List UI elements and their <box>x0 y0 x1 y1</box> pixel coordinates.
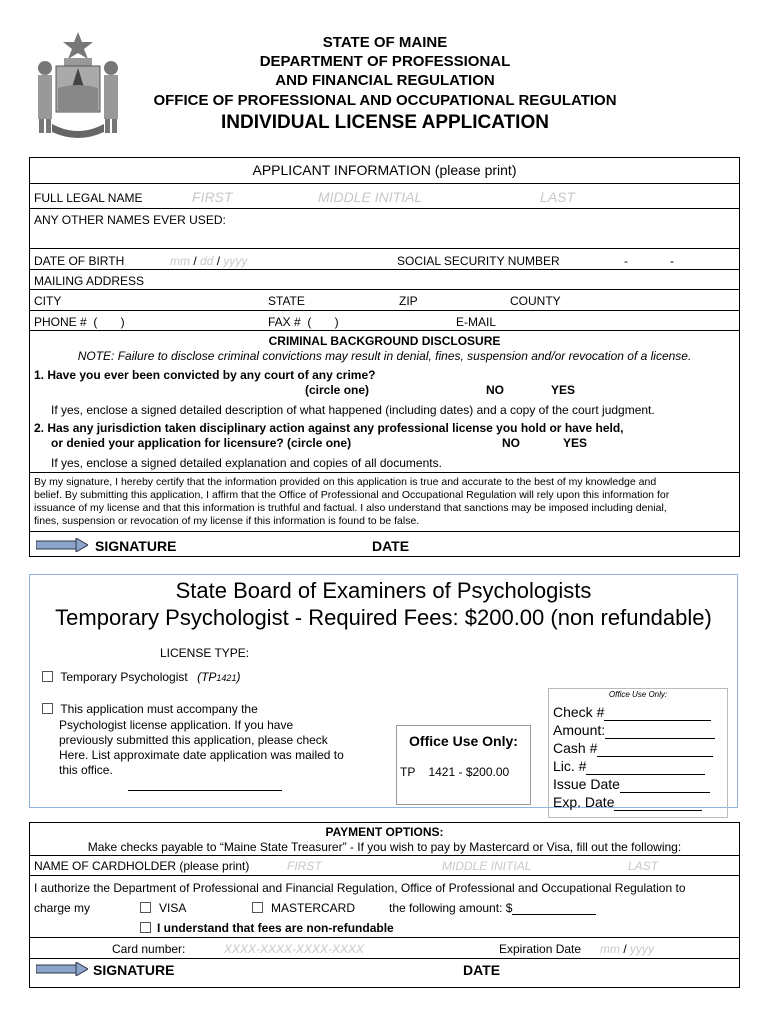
option-code-suffix: ) <box>236 670 241 684</box>
question-2-no[interactable]: NO <box>502 436 520 450</box>
header-line-office: OFFICE OF PROFESSIONAL AND OCCUPATIONAL REGULATION <box>153 92 617 109</box>
header-line-state: STATE OF MAINE <box>322 34 448 51</box>
signature-label[interactable]: SIGNATURE <box>95 538 177 554</box>
arrow-right-icon <box>36 538 88 552</box>
non-refundable-option[interactable] <box>140 921 394 935</box>
question-1-followup: If yes, enclose a signed detailed description of what happened (including dates) and a copy of the court judgment. <box>51 403 655 417</box>
middle-initial-field[interactable]: MIDDLE INITIAL <box>318 189 423 205</box>
non-refundable-label: I understand that fees are non-refundable <box>157 921 394 935</box>
first-name-field[interactable]: FIRST <box>192 189 233 205</box>
dob-slash-2: / <box>216 254 221 268</box>
exp-date-label: Exp. Date <box>553 794 615 810</box>
state-label: STATE <box>268 294 305 308</box>
question-2-line-2: or denied your application for licensure? (circle one) <box>51 436 352 450</box>
card-number-label: Card number: <box>112 942 186 956</box>
city-label: CITY <box>34 294 62 308</box>
option-code-prefix: (TP <box>197 670 217 684</box>
prior-application-option[interactable] <box>42 702 258 716</box>
question-1-circle: (circle one) <box>305 383 370 397</box>
cardholder-first-field[interactable]: FIRST <box>287 859 322 873</box>
certification-line-3: issuance of my license and that this information is truthful and factual. I also understand that sanctions may be imposed including denial, <box>34 502 667 514</box>
issue-date-label: Issue Date <box>553 776 620 792</box>
visa-checkbox[interactable] <box>140 902 151 913</box>
non-refundable-checkbox[interactable] <box>140 922 151 933</box>
office-use-title: Office Use Only: <box>409 733 518 749</box>
background-disclosure-title: CRIMINAL BACKGROUND DISCLOSURE <box>268 334 501 348</box>
mastercard-option[interactable] <box>252 901 355 915</box>
mailing-address-label: MAILING ADDRESS <box>34 274 145 288</box>
applicant-section-title: APPLICANT INFORMATION (please print) <box>252 162 517 178</box>
dob-yyyy-placeholder: yyyy <box>223 254 248 268</box>
amount-field-payment[interactable] <box>389 901 596 915</box>
exp-mm-placeholder: mm <box>600 942 620 956</box>
temporary-psychologist-checkbox[interactable] <box>42 671 53 682</box>
dob-dd-placeholder: dd <box>200 254 214 268</box>
prior-application-date-line[interactable] <box>128 790 282 791</box>
question-2-followup: If yes, enclose a signed detailed explanation and copies of all documents. <box>51 456 442 470</box>
dob-field[interactable] <box>170 254 247 268</box>
arrow-right-icon <box>36 962 88 976</box>
check-number-field <box>553 704 711 721</box>
prior-application-note-2: Psychologist license application. If you have <box>59 718 294 732</box>
fax-label: FAX # ( ) <box>268 315 339 329</box>
visa-option[interactable] <box>140 901 186 915</box>
expiration-date-field[interactable] <box>600 942 654 956</box>
payment-signature-label[interactable]: SIGNATURE <box>93 962 175 978</box>
question-1: 1. Have you ever been convicted by any court of any crime? <box>34 368 376 382</box>
payment-date-label[interactable]: DATE <box>463 962 501 978</box>
question-2-line-1: 2. Has any jurisdiction taken disciplinary action against any professional license you hold or have held, <box>34 421 624 435</box>
question-2-yes[interactable]: YES <box>563 436 588 450</box>
license-number-label: Lic. # <box>553 758 587 774</box>
payment-amount-label: the following amount: $ <box>389 901 513 915</box>
last-name-field[interactable]: LAST <box>540 189 576 205</box>
amount-label: Amount: <box>553 722 606 738</box>
cardholder-middle-field[interactable]: MIDDLE INITIAL <box>442 859 532 873</box>
dob-mm-placeholder: mm <box>170 254 190 268</box>
office-use-fee: TP 1421 - $200.00 <box>400 765 510 779</box>
header-line-regulation: AND FINANCIAL REGULATION <box>275 72 495 89</box>
exp-yyyy-placeholder: yyyy <box>630 942 655 956</box>
background-note: NOTE: Failure to disclose criminal convictions may result in denial, fines, suspension and/or revocation of a license. <box>77 349 692 363</box>
option-code-num: 1421 <box>216 673 237 683</box>
expiration-date-label: Expiration Date <box>499 942 582 956</box>
payment-checks-line: Make checks payable to “Maine State Treasurer” - If you wish to pay by Mastercard or Visa, fill out the following: <box>87 840 682 854</box>
temporary-psychologist-label: Temporary Psychologist <box>60 670 188 684</box>
board-title: State Board of Examiners of Psychologists <box>175 578 592 603</box>
authorize-text: I authorize the Department of Professional and Financial Regulation, Office of Professional and Occupational Regulation to <box>34 881 686 895</box>
date-of-birth-label: DATE OF BIRTH <box>34 254 125 268</box>
certification-line-4: fines, suspension or revocation of my license if this information is found to be false. <box>34 515 420 527</box>
prior-application-note-5: this office. <box>59 763 113 777</box>
prior-application-checkbox[interactable] <box>42 703 53 714</box>
mastercard-checkbox[interactable] <box>252 902 263 913</box>
card-number-field[interactable]: XXXX-XXXX-XXXX-XXXX <box>224 942 365 956</box>
question-1-yes[interactable]: YES <box>551 383 576 397</box>
cardholder-last-field[interactable]: LAST <box>628 859 659 873</box>
license-type-label: LICENSE TYPE: <box>160 646 250 660</box>
issue-date-field <box>553 776 710 793</box>
office-use-small-label: Office Use Only: <box>608 690 668 699</box>
prior-application-note-3: previously submitted this application, please check <box>59 733 328 747</box>
cash-number-field <box>553 740 713 757</box>
payment-options-title: PAYMENT OPTIONS: <box>325 825 444 839</box>
other-names-label: ANY OTHER NAMES EVER USED: <box>34 213 226 227</box>
question-1-no[interactable]: NO <box>486 383 504 397</box>
exp-date-field <box>553 794 702 811</box>
exp-slash: / <box>623 942 627 956</box>
county-label: COUNTY <box>510 294 561 308</box>
board-subtitle: Temporary Psychologist - Required Fees: $200.00 (non refundable) <box>55 605 712 630</box>
charge-my-label: charge my <box>34 901 91 915</box>
certification-line-1: By my signature, I hereby certify that the information provided on this application is true and accurate to the best of my knowledge and <box>34 476 657 488</box>
prior-application-note-1: This application must accompany the <box>60 702 258 716</box>
page-title: INDIVIDUAL LICENSE APPLICATION <box>221 112 549 133</box>
amount-field <box>553 722 715 739</box>
full-legal-name-label: FULL LEGAL NAME <box>34 191 143 205</box>
dob-slash-1: / <box>193 254 197 268</box>
date-label[interactable]: DATE <box>372 538 410 554</box>
prior-application-note-4: Here. List approximate date application was mailed to <box>59 748 344 762</box>
ssn-label: SOCIAL SECURITY NUMBER <box>397 254 560 268</box>
phone-label: PHONE # ( ) <box>34 315 125 329</box>
check-number-label: Check # <box>553 704 605 720</box>
cardholder-name-label: NAME OF CARDHOLDER (please print) <box>34 859 250 873</box>
ssn-dash-2[interactable]: - <box>670 254 674 268</box>
header-line-department: DEPARTMENT OF PROFESSIONAL <box>259 53 511 70</box>
mastercard-label: MASTERCARD <box>271 901 356 915</box>
visa-label: VISA <box>159 901 187 915</box>
zip-label: ZIP <box>399 294 418 308</box>
email-label: E-MAIL <box>456 315 497 329</box>
cash-number-label: Cash # <box>553 740 598 756</box>
license-number-field <box>553 758 705 775</box>
certification-line-2: belief. By submitting this application, I affirm that the Office of Professional and Occupational Regulation will rely upon this information for <box>34 489 670 501</box>
temporary-psychologist-option[interactable] <box>42 670 240 685</box>
ssn-dash-1[interactable]: - <box>624 254 628 268</box>
